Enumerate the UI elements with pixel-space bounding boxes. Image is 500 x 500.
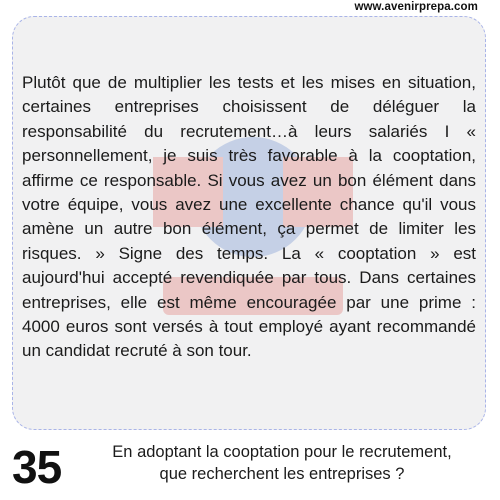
- question-line-1: En adoptant la cooptation pour le recrutement,: [112, 443, 452, 461]
- question-number: 35: [12, 441, 62, 493]
- site-url: www.avenirprepa.com: [354, 1, 478, 13]
- passage-card: [12, 16, 486, 430]
- question-text: [74, 441, 490, 485]
- passage-text: Plutôt que de multiplier les tests et les mises en situation, certaines entreprises choisissent de déléguer la responsabilité du recrutement…à leurs salariés I « personnellement, je suis très favorable à la cooptation, affirme ce responsable. Si vous avez un bon élément dans votre équipe, vous avez une excellente chance qu'il vous amène un autre bon élément, ça permet de limiter les risques. » Signe des temps. La « cooptation » est aujourd'hui accepté revendiquée par tous. Dans certaines entreprises, elle est même encouragée par une prime : 4000 euros sont versés à tout employé ayant recommandé un candidat recruté à son tour.: [22, 73, 476, 361]
- question-line-2: que recherchent les entreprises ?: [159, 465, 405, 483]
